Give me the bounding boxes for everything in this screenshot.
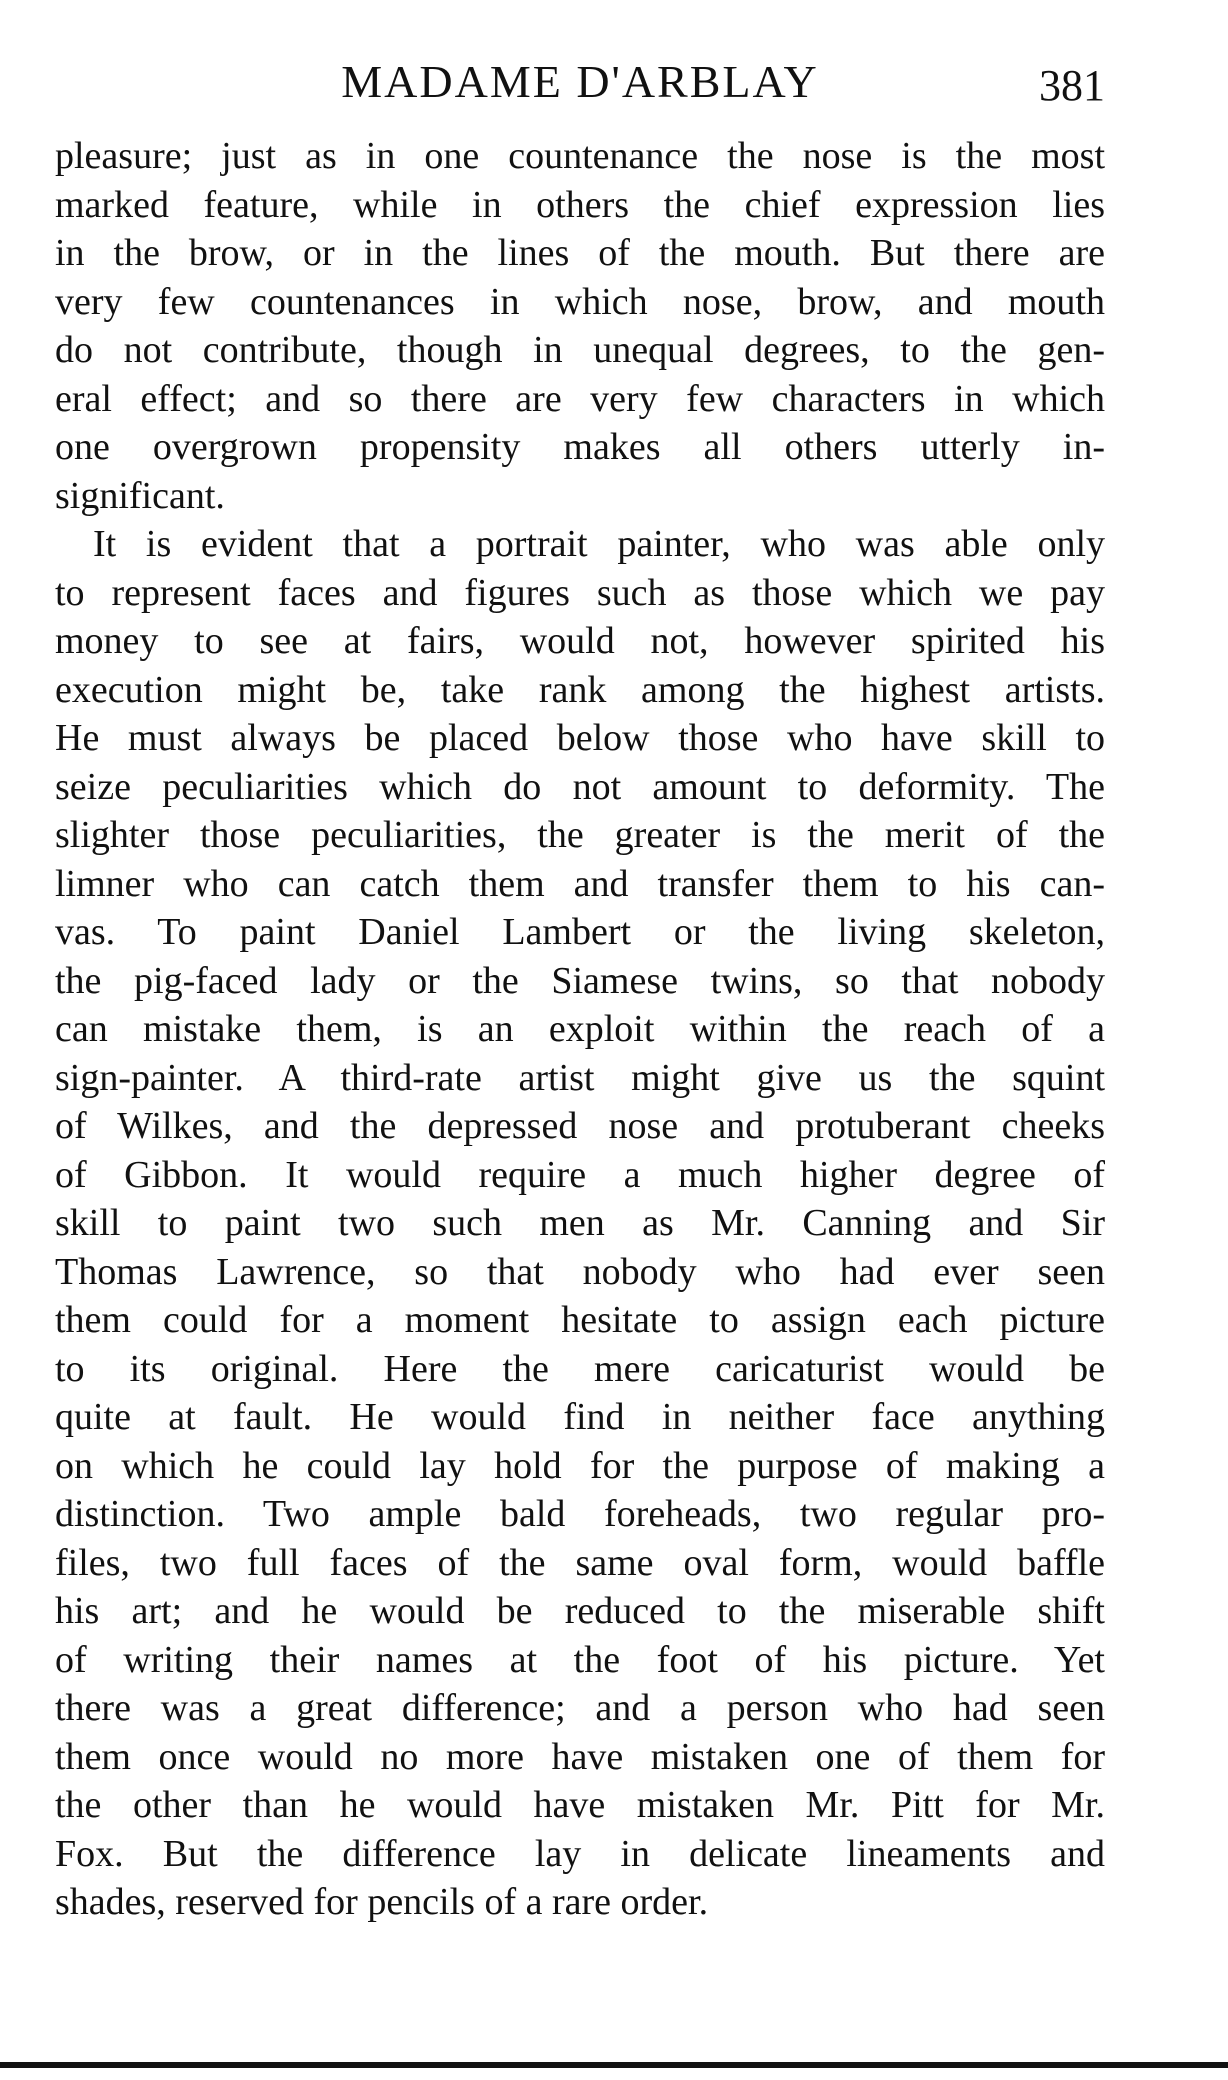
text-line: Fox. But the difference lay in delicate lineaments and — [55, 1832, 1105, 1875]
text-line: sign-painter. A third-rate artist might give us the squint — [55, 1056, 1105, 1099]
text-line: do not contribute, though in unequal degrees, to the gen- — [55, 329, 1105, 371]
text-line: to its original. Here the mere caricaturist would be — [55, 1347, 1105, 1390]
body-text — [55, 132, 1105, 1927]
running-title: MADAME D'ARBLAY — [341, 56, 819, 107]
text-line: one overgrown propensity makes all others utterly in- — [55, 426, 1105, 468]
text-line: vas. To paint Daniel Lambert or the living skeleton, — [55, 911, 1105, 953]
paragraph-1 — [55, 132, 1105, 520]
text-line: slighter those peculiarities, the greater is the merit of the — [55, 814, 1105, 856]
text-line: quite at fault. He would find in neither face anything — [55, 1396, 1105, 1438]
text-line: limner who can catch them and transfer them to his can- — [55, 862, 1105, 905]
text-line: He must always be placed below those who have skill to — [55, 717, 1105, 759]
text-line: his art; and he would be reduced to the miserable shift — [55, 1590, 1105, 1632]
text-line: them once would no more have mistaken one of them for — [55, 1735, 1105, 1778]
text-line: in the brow, or in the lines of the mouth. But there are — [55, 232, 1105, 274]
bottom-rule — [0, 2062, 1228, 2068]
text-line: of Gibbon. It would require a much higher degree of — [55, 1153, 1105, 1196]
running-head — [55, 52, 1105, 112]
text-line: of writing their names at the foot of his picture. Yet — [55, 1638, 1105, 1681]
text-line: the other than he would have mistaken Mr. Pitt for Mr. — [55, 1784, 1105, 1826]
page-number: 381 — [1039, 61, 1105, 110]
text-line: pleasure; just as in one countenance the nose is the most — [55, 135, 1105, 177]
text-line: very few countenances in which nose, brow, and mouth — [55, 280, 1105, 323]
text-line: can mistake them, is an exploit within the reach of a — [55, 1008, 1105, 1050]
text-line: of Wilkes, and the depressed nose and protuberant cheeks — [55, 1105, 1105, 1147]
text-line: distinction. Two ample bald foreheads, two regular pro- — [55, 1493, 1105, 1535]
paragraph-2 — [55, 520, 1105, 1927]
text-line: there was a great difference; and a person who had seen — [55, 1687, 1105, 1729]
text-line: seize peculiarities which do not amount to deformity. The — [55, 765, 1105, 808]
text-line: skill to paint two such men as Mr. Canning and Sir — [55, 1202, 1105, 1244]
text-line: significant. — [55, 474, 225, 517]
text-line: on which he could lay hold for the purpose of making a — [55, 1444, 1105, 1487]
text-line: files, two full faces of the same oval form, would baffle — [55, 1541, 1105, 1584]
text-line: them could for a moment hesitate to assign each picture — [55, 1299, 1105, 1341]
text-line: It is evident that a portrait painter, who was able only — [93, 523, 1105, 565]
text-line: marked feature, while in others the chief expression lies — [55, 183, 1105, 226]
text-line: to represent faces and figures such as those which we pay — [55, 571, 1105, 614]
text-line: shades, reserved for pencils of a rare order. — [55, 1881, 709, 1923]
text-line: the pig-faced lady or the Siamese twins, so that nobody — [55, 959, 1105, 1002]
text-line: Thomas Lawrence, so that nobody who had ever seen — [55, 1250, 1105, 1293]
text-line: eral effect; and so there are very few characters in which — [55, 377, 1105, 420]
text-line: execution might be, take rank among the highest artists. — [55, 668, 1105, 711]
text-line: money to see at fairs, would not, however spirited his — [55, 620, 1105, 662]
